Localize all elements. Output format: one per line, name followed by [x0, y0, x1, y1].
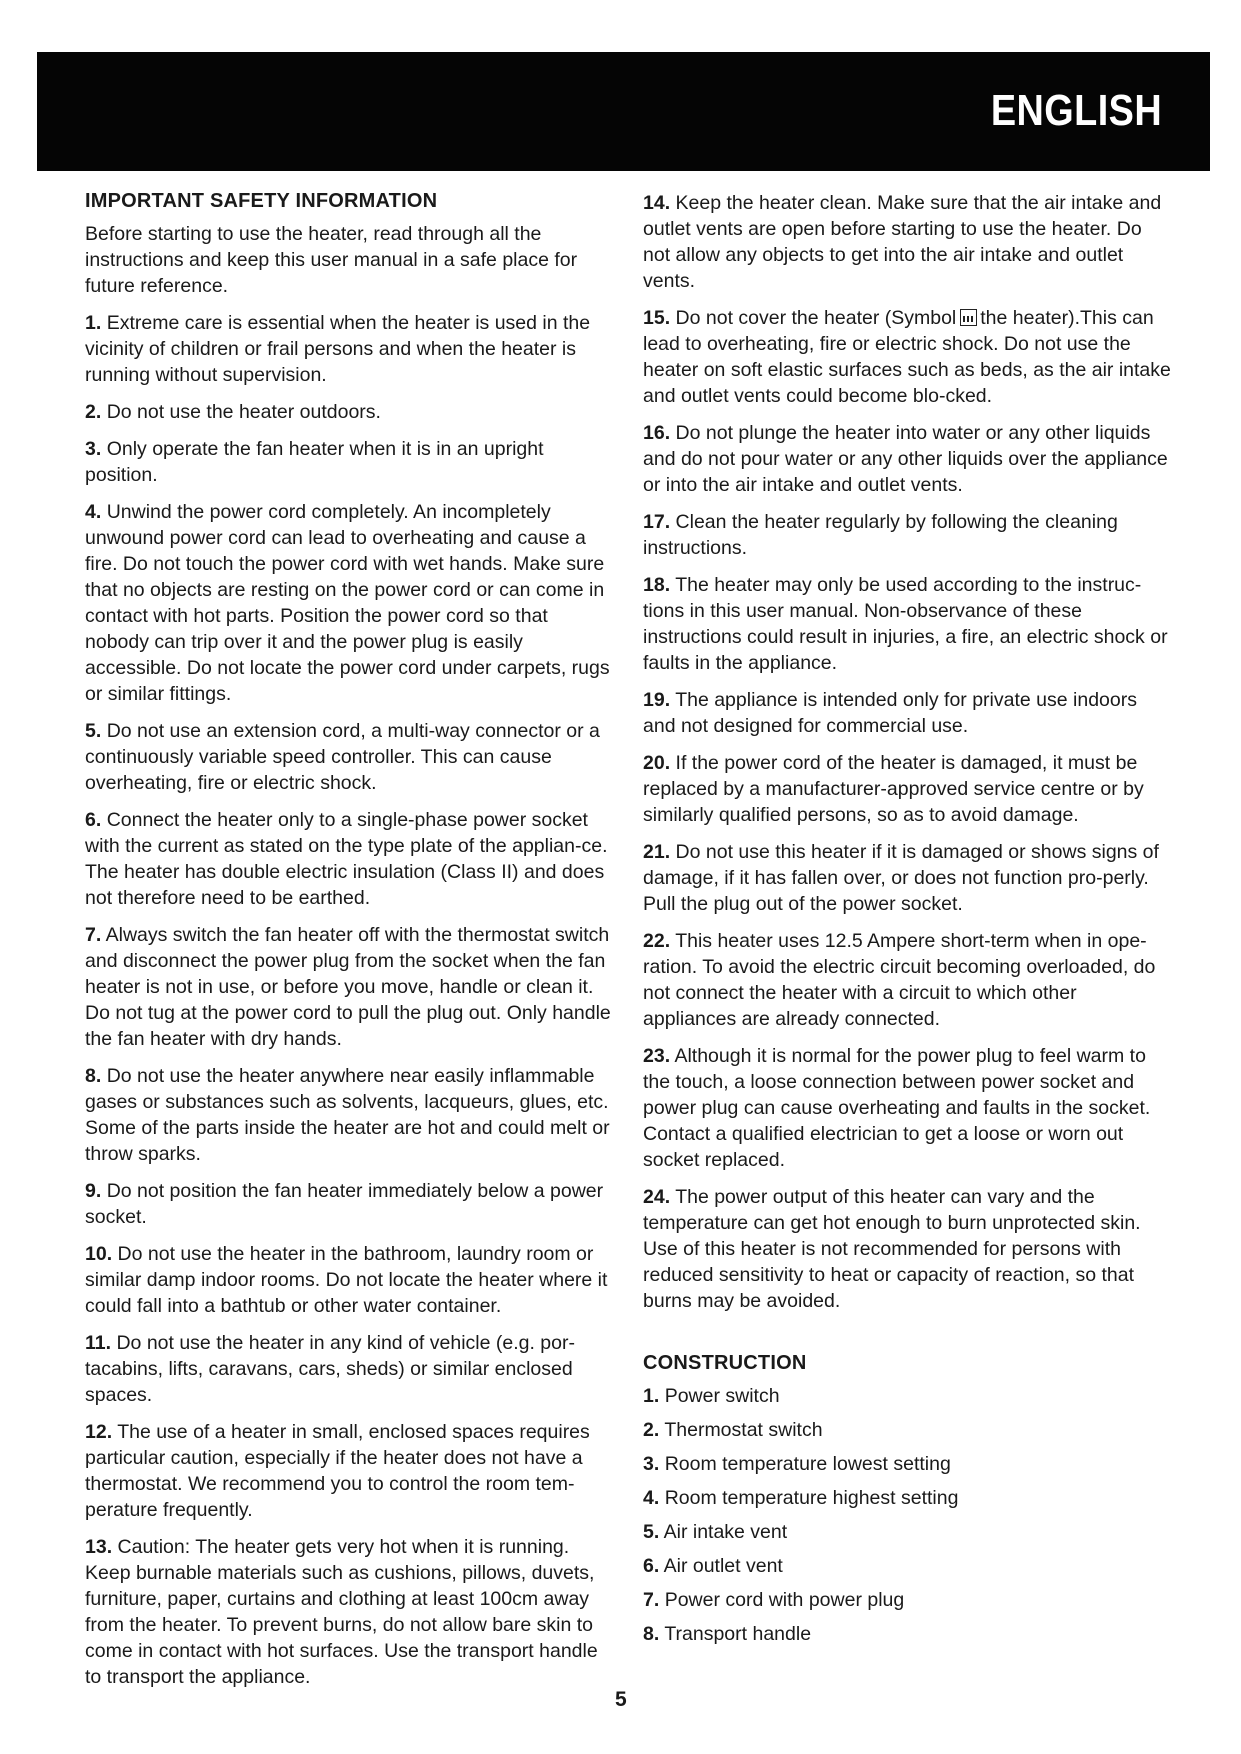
safety-item: 23. Although it is normal for the power plug to feel warm to the touch, a loose connection between power socket and power plug can cause overheating and faults in the socket. Contact a qualified electrician to get a loose or worn out socket replaced.	[643, 1045, 1151, 1171]
safety-item: 13. Caution: The heater gets very hot when it is running. Keep burnable materials such as cushions, pillows, duvets, furniture, paper, curtains and clothing at least 100cm away from the heater. To prevent burns, do not allow bare skin to come in contact with hot surfaces. Use the transport handle to transport the appliance.	[85, 1536, 598, 1688]
construction-item: 2. Thermostat switch	[643, 1419, 823, 1441]
construction-section	[643, 1352, 1171, 1647]
safety-item: 18. The heater may only be used according to the instruc-tions in this user manual. Non-observance of these instructions could result in injuries, a fire, an electric shock or faults in the appliance.	[643, 574, 1168, 674]
safety-item: 19. The appliance is intended only for private use indoors and not designed for commercial use.	[643, 689, 1137, 737]
safety-item: 11. Do not use the heater in any kind of vehicle (e.g. por-tacabins, lifts, caravans, cars, sheds) or similar enclosed spaces.	[85, 1332, 575, 1406]
safety-item: 1. Extreme care is essential when the heater is used in the vicinity of children or frail persons and when the heater is running without supervision.	[85, 312, 591, 386]
safety-intro: Before starting to use the heater, read through all the instructions and keep this user manual in a safe place for future reference.	[85, 223, 578, 297]
construction-item: 7. Power cord with power plug	[643, 1589, 905, 1611]
safety-item: 3. Only operate the fan heater when it is in an upright position.	[85, 438, 544, 486]
right-column	[643, 190, 1171, 1655]
safety-item: 22. This heater uses 12.5 Ampere short-term when in ope-ration. To avoid the electric circuit becoming overloaded, do not connect the heater with a circuit to which other appliances are already connected.	[643, 930, 1156, 1030]
safety-item: 16. Do not plunge the heater into water or any other liquids and do not pour water or any other liquids over the appliance or into the air intake and outlet vents.	[643, 422, 1168, 496]
construction-item: 6. Air outlet vent	[643, 1555, 783, 1577]
safety-item: 12. The use of a heater in small, enclosed spaces requires particular caution, especially if the heater does not have a thermostat. We recommend you to control the room tem-perature frequently.	[85, 1421, 590, 1521]
construction-item: 3. Room temperature lowest setting	[643, 1453, 951, 1475]
safety-item: 21. Do not use this heater if it is damaged or shows signs of damage, if it has fallen over, or does not function pro-perly. Pull the plug out of the power socket.	[643, 841, 1159, 915]
safety-item: 6. Connect the heater only to a single-phase power socket with the current as stated on the type plate of the applian-ce. The heater has double electric insulation (Class II) and does not therefore need to be earthed.	[85, 809, 608, 909]
language-banner	[37, 52, 1210, 171]
construction-item: 8. Transport handle	[643, 1623, 812, 1645]
safety-item: 5. Do not use an extension cord, a multi-way connector or a continuously variable speed controller. This can cause overheating, fire or electric shock.	[85, 720, 600, 794]
safety-item: 17. Clean the heater regularly by following the cleaning instructions.	[643, 511, 1118, 559]
left-column	[85, 190, 613, 1701]
page-number: 5	[615, 1688, 627, 1711]
safety-item: 20. If the power cord of the heater is damaged, it must be replaced by a manufacturer-approved service centre or by similarly qualified persons, so as to avoid damage.	[643, 752, 1144, 826]
language-label: ENGLISH	[990, 86, 1162, 135]
safety-item: 9. Do not position the fan heater immediately below a power socket.	[85, 1180, 604, 1228]
do-not-cover-symbol-icon	[960, 309, 977, 326]
safety-item: 7. Always switch the fan heater off with the thermostat switch and disconnect the power plug from the socket when the fan heater is not in use, or before you move, handle or clean it. Do not tug at the power cord to pull the plug out. Only handle the fan heater with dry hands.	[85, 924, 611, 1050]
safety-item: 14. Keep the heater clean. Make sure that the air intake and outlet vents are open before starting to use the heater. Do not allow any objects to get into the air intake and outlet vents.	[643, 192, 1162, 292]
safety-heading: IMPORTANT SAFETY INFORMATION	[85, 190, 438, 212]
safety-item: 15. Do not cover the heater (Symbol the heater).This can lead to overheating, fire or electric shock. Do not use the heater on soft elastic surfaces such as beds, as the air intake and outlet vents could become blo-cked.	[643, 307, 1171, 407]
construction-item: 1. Power switch	[643, 1385, 780, 1407]
safety-item: 2. Do not use the heater outdoors.	[85, 401, 381, 423]
construction-item: 4. Room temperature highest setting	[643, 1487, 959, 1509]
safety-item: 8. Do not use the heater anywhere near easily inflammable gases or substances such as solvents, lacqueurs, glues, etc. Some of the parts inside the heater are hot and could melt or throw sparks.	[85, 1065, 610, 1165]
safety-item: 10. Do not use the heater in the bathroom, laundry room or similar damp indoor rooms. Do not locate the heater where it could fall into a bathtub or other water container.	[85, 1243, 608, 1317]
construction-heading: CONSTRUCTION	[643, 1352, 807, 1374]
safety-item: 4. Unwind the power cord completely. An incompletely unwound power cord can lead to overheating and cause a fire. Do not touch the power cord with wet hands. Make sure that no objects are resting on the power cord or can come in contact with hot parts. Position the power cord so that nobody can trip over it and the power plug is easily accessible. Do not locate the power cord under carpets, rugs or similar fittings.	[85, 501, 610, 705]
safety-item: 24. The power output of this heater can vary and the temperature can get hot enough to burn unprotected skin. Use of this heater is not recommended for persons with reduced sensitivity to heat or capacity of reaction, so that burns may be avoided.	[643, 1186, 1141, 1312]
construction-item: 5. Air intake vent	[643, 1521, 788, 1543]
